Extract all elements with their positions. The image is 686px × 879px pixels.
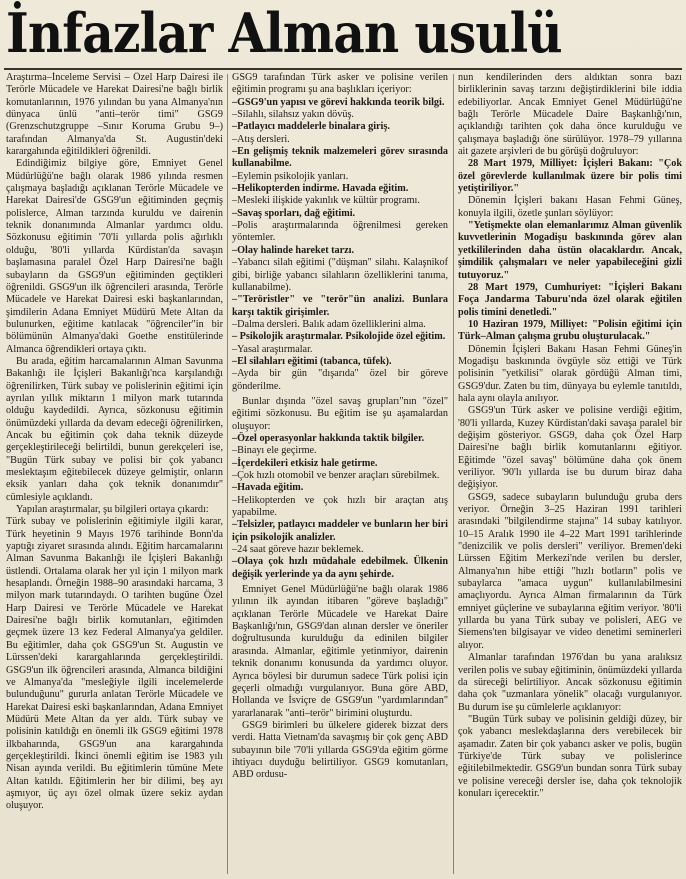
article-paragraph: –Olay halinde hareket tarzı.	[232, 244, 355, 256]
article-paragraph: nun kendilerinden ders aldıktan sonra bazı birliklerinin savaş tarzını değiştirdiklerini bile iddia edebiliyorlar. Ancak Emniyet Genel Müdürlüğü'ne bağlı Terörle Mücadele Daire Başkanlığı'nın, açıklandığı tarihten çok daha önce kurulduğu ve çalışmaya başladığı öne sürülüyor. 1978–79 yıllarına ait gazete arşivleri de bu görüşü doğruluyor:	[458, 72, 682, 158]
article-paragraph: –İçerdekileri etkisiz hale getirme.	[232, 457, 378, 469]
article-paragraph: Bu arada, eğitim harcamalarının Alman Savunma Bakanlığı ile İçişleri Bakanlığı'nca karşılandığı öğrenilirken, Türk subay ve polislerinin eğitimi için ayrılan yıllık miktarın 1 milyon mark tutarında olduğu kaydedildi. Ayrıca, sözkonusu eğitimin önümüzdeki yıllarda da devam edeceği öğrenilirken, Ancak bu eğitimin çok daha teknik düzeyde gerçekleştirileceği belirtildi, bunun gerekçeleri ise, "Bugün Türk subay ve polisi bir çok yabancı meslektaşım eğitebilecek düzeye gelmiştir, onların eksik yanları daha çok teknik donanımdır" cümlesiyle açıklandı.	[6, 355, 223, 503]
article-paragraph: –Yasal araştırmalar.	[232, 343, 313, 355]
article-paragraph: Araştırma–İnceleme Servisi – Özel Harp Dairesi ile Terörle Mücadele ve Harekat Dairesi'ne bağlı birlik komutanlarının, 1976 yılından bu yana Almanya'nın dünyaca ünlü "anti–terör timi" GSG9 (Grenzschutzgruppe –Sınır Koruma Grubu 9–) tarafından Almanya'da St. Augustin'deki karargahında eğitildikleri öğrenildi.	[6, 72, 223, 158]
article-paragraph: GSG9 birimleri bu ülkelere giderek bizzat ders verdi. Hatta Vietnam'da savaşmış bir çok genç ABD subayının bile '70'li yıllarda GSG9'da eğitim görme ihtiyacı duyduğu belirtiliyor. GSG9 komutanları, ABD ordusu-	[232, 719, 448, 781]
article-paragraph: –El silahları eğitimi (tabanca, tüfek).	[232, 355, 392, 367]
article-paragraph: –Binayı ele geçirme.	[232, 445, 317, 457]
article-paragraph: Bunlar dışında "özel savaş grupları"nın "özel" eğitimi sözkonusu. Bu eğitim ise şu aşamalardan oluşuyor:	[232, 395, 448, 432]
article-paragraph: Edindiğimiz bilgiye göre, Emniyet Genel Müdürlüğü'ne bağlı olarak 1986 yılında resmen çalışmaya başladığı açıklanan Terörle Mücadele ve Harekat Dairesi'de GSG9'un eğitiminden geçmiş polislerce, Alman tarzında kuruldu ve dairenin teknik donanımında Almanlar yardımcı oldu. Sözkonusu eğitimin '70'li yıllarda polis ağırlıklı olduğu, '80'li yıllarda Kürdistan'da savaşın başlamasına paralel Özel Harp Dairesi'ne bağlı subayların da GSG9'un eğitiminden geçtikleri öğrenildi. GSG9'un ilk öğrencileri arasında, Terörle Mücadele ve Harekat Dairesi eski başkanlarından, şimdilerin Adana Emniyet Müdürü Mete Altan da bulunurken, eğitime katılacak "öğrenciler"in bir bölümünün Almanya'daki Goethe enstitülerinde Almanca öğrendikleri ortaya çıktı.	[6, 158, 223, 355]
article-paragraph: –"Teröristler" ve "terör"ün analizi. Bunlara karşı taktik girişimler.	[232, 294, 448, 318]
article-paragraph: –Ayda bir gün "dışarıda" özel bir göreve gönderilme.	[232, 368, 448, 392]
article-paragraph: –24 saat göreve hazır beklemek.	[232, 544, 364, 556]
article-paragraph: –Olaya çok hızlı müdahale edebilmek. Ülkenin değişik yerlerinde ya da aynı şehirde.	[232, 556, 448, 580]
article-paragraph: Emniyet Genel Müdürlüğü'ne bağlı olarak 1986 yılının ilk ayından itibaren "göreve başladığı" açıklanan Terörle Mücadele ve Harekat Daire Başkanlığı'nın, GSG9'dan alınan dersler ve öneriler doğrultusunda kurulduğu da edinilen bilgiler arasında. Almanlar, eğitimle yetinmiyor, dairenin teknik donanımı konusunda da yardımcı oluyor. Ayrıca böylesi bir durumun sadece Türk polisi için geçerli olmadığı vurgulanıyor. Buna göre ABD, Hollanda ve İsviçre de GSG9'un "yardımlarından" yararlanarak "anti–terör" birimini oluşturdu.	[232, 584, 448, 719]
headline: İnfazlar Alman usulü	[6, 1, 562, 65]
article-paragraph: 10 Haziran 1979, Milliyet: "Polisin eğitimi için Türk–Alman çalışma grubu oluşturulacak."	[458, 318, 682, 343]
article-paragraph: –GSG9'un yapısı ve görevi hakkında teorik bilgi.	[232, 96, 445, 108]
article-paragraph: –Havada eğitim.	[232, 482, 304, 494]
article-paragraph: –Patlayıcı maddelerle binalara giriş.	[232, 121, 390, 133]
article-paragraph: –Telsizler, patlayıcı maddeler ve bunların her biri için psikolojik analizler.	[232, 519, 448, 543]
article-paragraph: Türk subay ve polislerinin eğitimiyle ilgili karar, Türk heyetinin 9 Mayıs 1976 tarihinde Bonn'da yaptığı ziyaret sırasında alındı. Eğitim harcamalarını Alman Savunma Bakanlığı ile İçişleri Bakanlığı üstlendi. Ortalama olarak her yıl için 1 milyon mark hesaplandı. Örneğin 1988–90 arasındaki harcama, 3 milyon mark tutarındaydı. O tarihten bugüne Özel Harp Dairesi ve Terörle Mücadele ve Harekat Dairesi'ne bağlı birlik komutanları, eğitimden geçmek üzere 13 kez Federal Almanya'ya geldiler. Bu eğitimler, daha çok GSG9'un St. Augustin ve Lürssen'deki karargahlarında gerçekleştirildi. GSG9'un ilk öğrencileri arasında, Almanca bildiğini ve Almanya'da "mesleğiyle ilgili incelemelerde bulunduğunu" gururla anlatan Terörle Mücadele ve Harekat Dairesi eski başkanlarından, Adana Emniyet Müdürü Mete Altan da yer aldı. Türk subay ve polisinin katıldığı en önemli ilk GSG9 eğitimi 1978 ilkbaharında, GSG9'un ana karargahında gerçekleştirildi. İkinci önemli eğitim ise 1983 yılı Nisan ayında verildi. Bu eğitimlerin tümüne Mete Altan katıldı. Eğitimlerin her bir dilimi, beş ayı aşmıyor, üç ayı özel olmak üzere sekiz aydan oluşuyor.	[6, 516, 223, 812]
article-paragraph: GSG9 tarafından Türk asker ve polisine verilen eğitimin programı şu ana başlıkları içeriyor:	[232, 72, 448, 96]
article-paragraph: "Yetişmekte olan elemanlarımız Alman güvenlik kuvvetlerinin Mogadişu baskınında görev alan yetkililerinden daha üstün olacaklardır. Ancak, şimdilik çalışmaları ve neler yapabileceğini gizli tutuyoruz."	[458, 220, 682, 281]
article-paragraph: Dönemin İçişleri bakanı Hasan Fehmi Güneş, konuyla ilgili, özetle şunları söylüyor:	[458, 195, 682, 219]
article-paragraph: Dönemin İçişleri Bakanı Hasan Fehmi Güneş'in Mogadişu baskınında övgüyle söz ettiği ve Türk polisinin "yetkilisi" olarak gördüğü Alman timi, GSG9'dur. Zaten bu tim, dünyaya bu eylemle tanıtıldı, hala aynı olayla anılıyor.	[458, 343, 682, 404]
article-paragraph: GSG9, sadece subayların bulunduğu gruba ders veriyor. Örneğin 3–25 Haziran 1991 tarihleri arasındaki "bilgilendirme stajına" 14 subay katılıyor. 10–15 Aralık 1990 ile 4–22 Mart 1991 tarihlerinde "denizcilik ve polis dersleri" veriliyor. Bremen'deki Lürssen Eğitim Merkezi'nde verilen bu dersler, Almanya'nın hibe ettiği "hızlı botların" polis ve subaylarca "amaca uygun" kullanılabilmesini amaçlıyordu. Ayrıca Alman firmalarının da Türk emniyet güçlerine ve subaylarına eğitim veriyor. '80'li yıllarda bu yana Türk subay ve polisleri, AEG ve Siemens'ten bilgisayar ve video denetimi seminerleri alıyor.	[458, 491, 682, 651]
article-column-3	[458, 72, 682, 876]
article-paragraph: –Dalma dersleri. Balık adam özelliklerini alma.	[232, 318, 426, 330]
article-paragraph: "Bugün Türk subay ve polisinin geldiği düzey, bir çok yabancı meslekdaşlarına ders verebilecek bir aşamadır. Zaten bir çok yabancı asker ve polis, bugün Türkiye'de Türk subay ve polislerince eğitilebilmektedir. GSG9'un bundan sonra Türk subay ve polisine vereceği dersler ise, daha çok teknolojik konuları içerecektir."	[458, 713, 682, 799]
article-paragraph: Almanlar tarafından 1976'dan bu yana aralıksız verilen polis ve subay eğitiminin, önümüzdeki yıllarda da süreceği belirtiliyor. Ancak sözkonusu eğitimin daha çok "uzmanlara yönelik" olacağı vurgulanıyor. Bu durum ise şu cümlelerle açıklanıyor:	[458, 652, 682, 713]
article-column-1	[6, 72, 223, 876]
article-paragraph: –En gelişmiş teknik malzemeleri görev sırasında kullanabilme.	[232, 146, 448, 170]
article-paragraph: 28 Mart 1979, Milliyet: İçişleri Bakanı: "Çok özel görevlerde kullanılmak üzere bir polis timi yetiştiriliyor."	[458, 158, 682, 195]
article-paragraph: –Özel operasyonlar hakkında taktik bilgiler.	[232, 432, 425, 444]
article-column-2	[232, 72, 448, 876]
article-paragraph: –Silahlı, silahsız yakın dövüş.	[232, 109, 354, 121]
article-paragraph: –Helikopterden indirme. Havada eğitim.	[232, 183, 409, 195]
article-paragraph: –Yabancı silah eğitimi ("düşman" silahı. Kalaşnikof gibi, birliğe yabancı silahların özelliklerini tanıma, kullanabilme).	[232, 257, 448, 293]
article-paragraph: – Psikolojik araştırmalar. Psikolojide özel eğitim.	[232, 331, 446, 343]
article-paragraph: Yapılan araştırmalar, şu bilgileri ortaya çıkardı:	[16, 504, 209, 516]
article-paragraph: 28 Mart 1979, Cumhuriyet: "İçişleri Bakanı Foça Jandarma Taburu'nda özel olarak eğitilen polis timini denetledi."	[458, 281, 682, 318]
headline-rule	[4, 68, 682, 70]
article-paragraph: –Helikopterden ve çok hızlı bir araçtan atış yapabilme.	[232, 494, 448, 519]
column-divider	[453, 74, 454, 874]
article-paragraph: –Çok hızlı otomobil ve benzer araçları sürebilmek.	[232, 470, 440, 481]
article-paragraph: –Polis araştırmalarında öğrenilmesi gereken yöntemler.	[232, 220, 448, 244]
article-paragraph: –Atış dersleri.	[232, 133, 290, 145]
article-paragraph: –Mesleki ilişkide yakınlık ve kültür programı.	[232, 195, 420, 207]
article-paragraph: –Eylemin psikolojik yanları.	[232, 170, 349, 182]
article-paragraph: –Savaş sporları, dağ eğitimi.	[232, 207, 356, 219]
article-paragraph: GSG9'un Türk asker ve polisine verdiği eğitim, '80'li yıllarda, Kuzey Kürdistan'daki savaşa paralel bir değişim gösteriyor. GSG9, daha çok Özel Harp Dairesi'ne bağlı birlik komutanlarını eğitiyor. Eğitimde "özel savaş" bölümüne daha çok önem veriliyor. '90'lı yıllarda ise bu durum biraz daha değişiyor.	[458, 405, 682, 491]
column-divider	[227, 74, 228, 874]
